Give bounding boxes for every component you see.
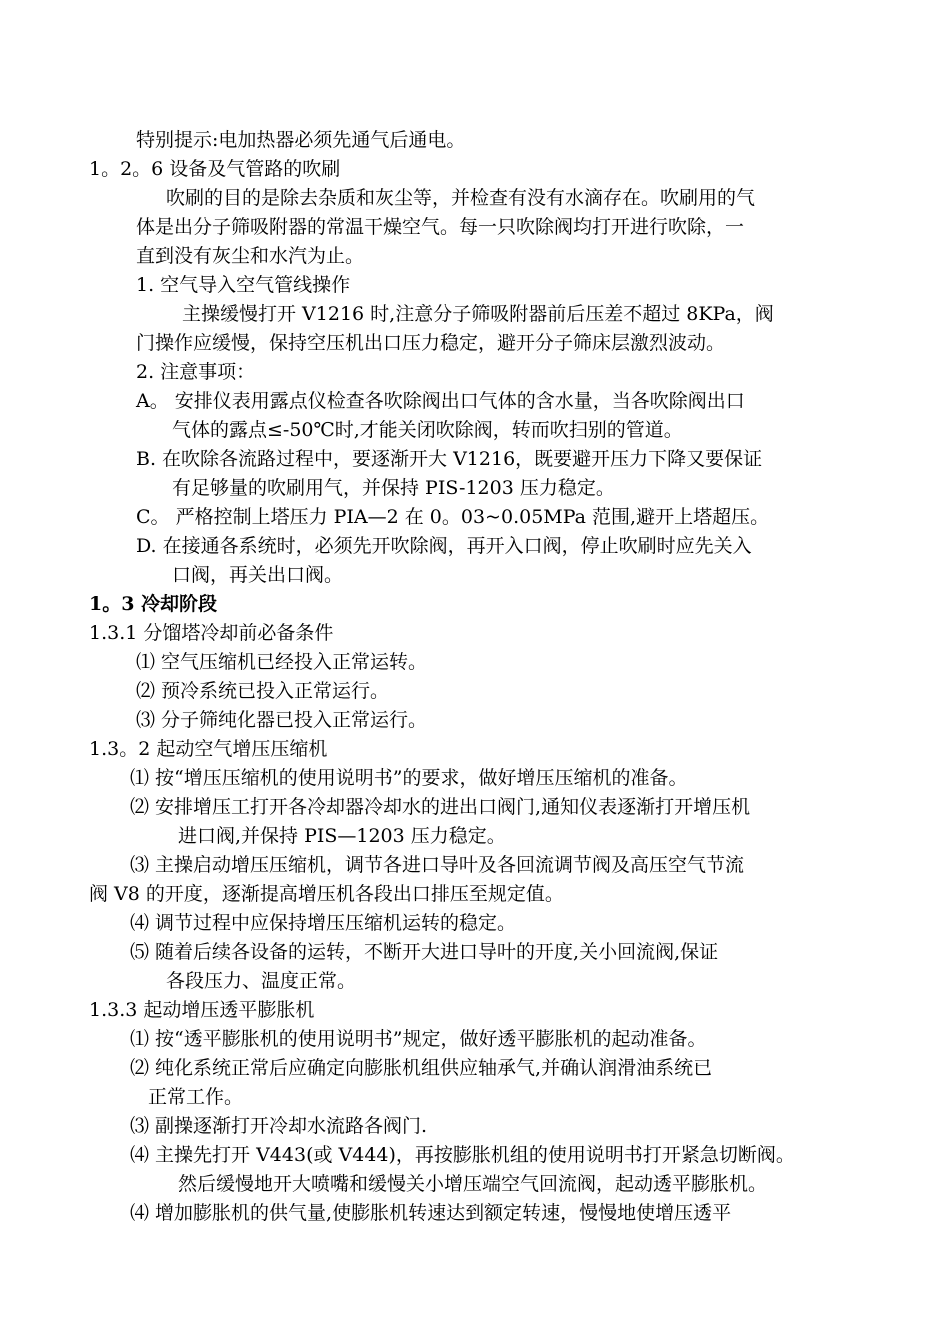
section-1-3-1-heading: 1.3.1 分馏塔冷却前必备条件 xyxy=(89,622,334,644)
list-item: ⑶ 副操逐渐打开冷却水流路各阀门. xyxy=(130,1115,428,1137)
section-1-3-3-heading: 1.3.3 起动增压透平膨胀机 xyxy=(89,999,315,1021)
section-1-3-heading: 1。3 冷却阶段 xyxy=(89,593,218,615)
list-item: D. 在接通各系统时，必须先开吹除阀，再开入口阀，停止吹刷时应先关入 xyxy=(136,535,752,557)
list-item-continuation: 正常工作。 xyxy=(148,1086,244,1108)
paragraph-line: 体是出分子筛吸附器的常温干燥空气。每一只吹除阀均打开进行吹除，一 xyxy=(136,216,745,238)
list-item-continuation: 气体的露点≤-50℃时,才能关闭吹除阀，转而吹扫别的管道。 xyxy=(172,419,683,441)
list-item: ⑷ 增加膨胀机的供气量,使膨胀机转速达到额定转速，慢慢地使增压透平 xyxy=(130,1202,732,1224)
list-item: ⑸ 随着后续各设备的运转，不断开大进口导叶的开度,关小回流阀,保证 xyxy=(130,941,719,963)
paragraph-line: 主操缓慢打开 V1216 时,注意分子筛吸附器前后压差不超过 8KPa，阀 xyxy=(182,303,774,325)
list-item: ⑴ 按“增压压缩机的使用说明书”的要求，做好增压压缩机的准备。 xyxy=(130,767,688,789)
list-item-continuation: 有足够量的吹刷用气，并保持 PIS-1203 压力稳定。 xyxy=(172,477,615,499)
section-1-3-2-heading: 1.3。2 起动空气增压压缩机 xyxy=(89,738,328,760)
list-item-continuation: 口阀，再关出口阀。 xyxy=(172,564,344,586)
list-item: ⑷ 调节过程中应保持增压压缩机运转的稳定。 xyxy=(130,912,517,934)
list-item: ⑵ 安排增压工打开各冷却器冷却水的进出口阀门,通知仪表逐渐打开增压机 xyxy=(130,796,751,818)
paragraph-line: 门操作应缓慢，保持空压机出口压力稳定，避开分子筛床层激烈波动。 xyxy=(136,332,726,354)
paragraph-line: 直到没有灰尘和水汽为止。 xyxy=(136,245,365,267)
list-item: A。 安排仪表用露点仪检查各吹除阀出口气体的含水量，当各吹除阀出口 xyxy=(136,390,745,412)
list-item: C。 严格控制上塔压力 PIA—2 在 0。03~0.05MPa 范围,避开上塔超压。 xyxy=(136,506,770,528)
list-item-continuation: 阀 V8 的开度，逐渐提高增压机各段出口排压至规定值。 xyxy=(89,883,564,905)
subheading: 1. 空气导入空气管线操作 xyxy=(136,274,351,296)
list-item: ⑶ 主操启动增压压缩机，调节各进口导叶及各回流调节阀及高压空气节流 xyxy=(130,854,745,876)
list-item-continuation: 进口阀,并保持 PIS—1203 压力稳定。 xyxy=(178,825,506,847)
list-item: ⑷ 主操先打开 V443(或 V444)，再按膨胀机组的使用说明书打开紧急切断阀。 xyxy=(130,1144,795,1166)
list-item: ⑴ 按“透平膨胀机的使用说明书”规定，做好透平膨胀机的起动准备。 xyxy=(130,1028,707,1050)
list-item: ⑵ 预冷系统已投入正常运行。 xyxy=(136,680,390,702)
list-item: ⑶ 分子筛纯化器已投入正常运行。 xyxy=(136,709,428,731)
section-1-2-6-heading: 1。2。6 设备及气管路的吹刷 xyxy=(89,158,341,180)
list-item: B. 在吹除各流路过程中，要逐渐开大 V1216，既要避开压力下降又要保证 xyxy=(136,448,763,470)
list-item-continuation: 然后缓慢地开大喷嘴和缓慢关小增压端空气回流阀，起动透平膨胀机。 xyxy=(178,1173,768,1195)
list-item-continuation: 各段压力、温度正常。 xyxy=(166,970,357,992)
list-item: ⑴ 空气压缩机已经投入正常运转。 xyxy=(136,651,428,673)
list-item: ⑵ 纯化系统正常后应确定向膨胀机组供应轴承气,并确认润滑油系统已 xyxy=(130,1057,713,1079)
paragraph-line: 吹刷的目的是除去杂质和灰尘等，并检查有没有水滴存在。吹刷用的气 xyxy=(166,187,756,209)
special-note: 特别提示:电加热器必须先通气后通电。 xyxy=(136,129,466,151)
subheading: 2. 注意事项： xyxy=(136,361,256,383)
